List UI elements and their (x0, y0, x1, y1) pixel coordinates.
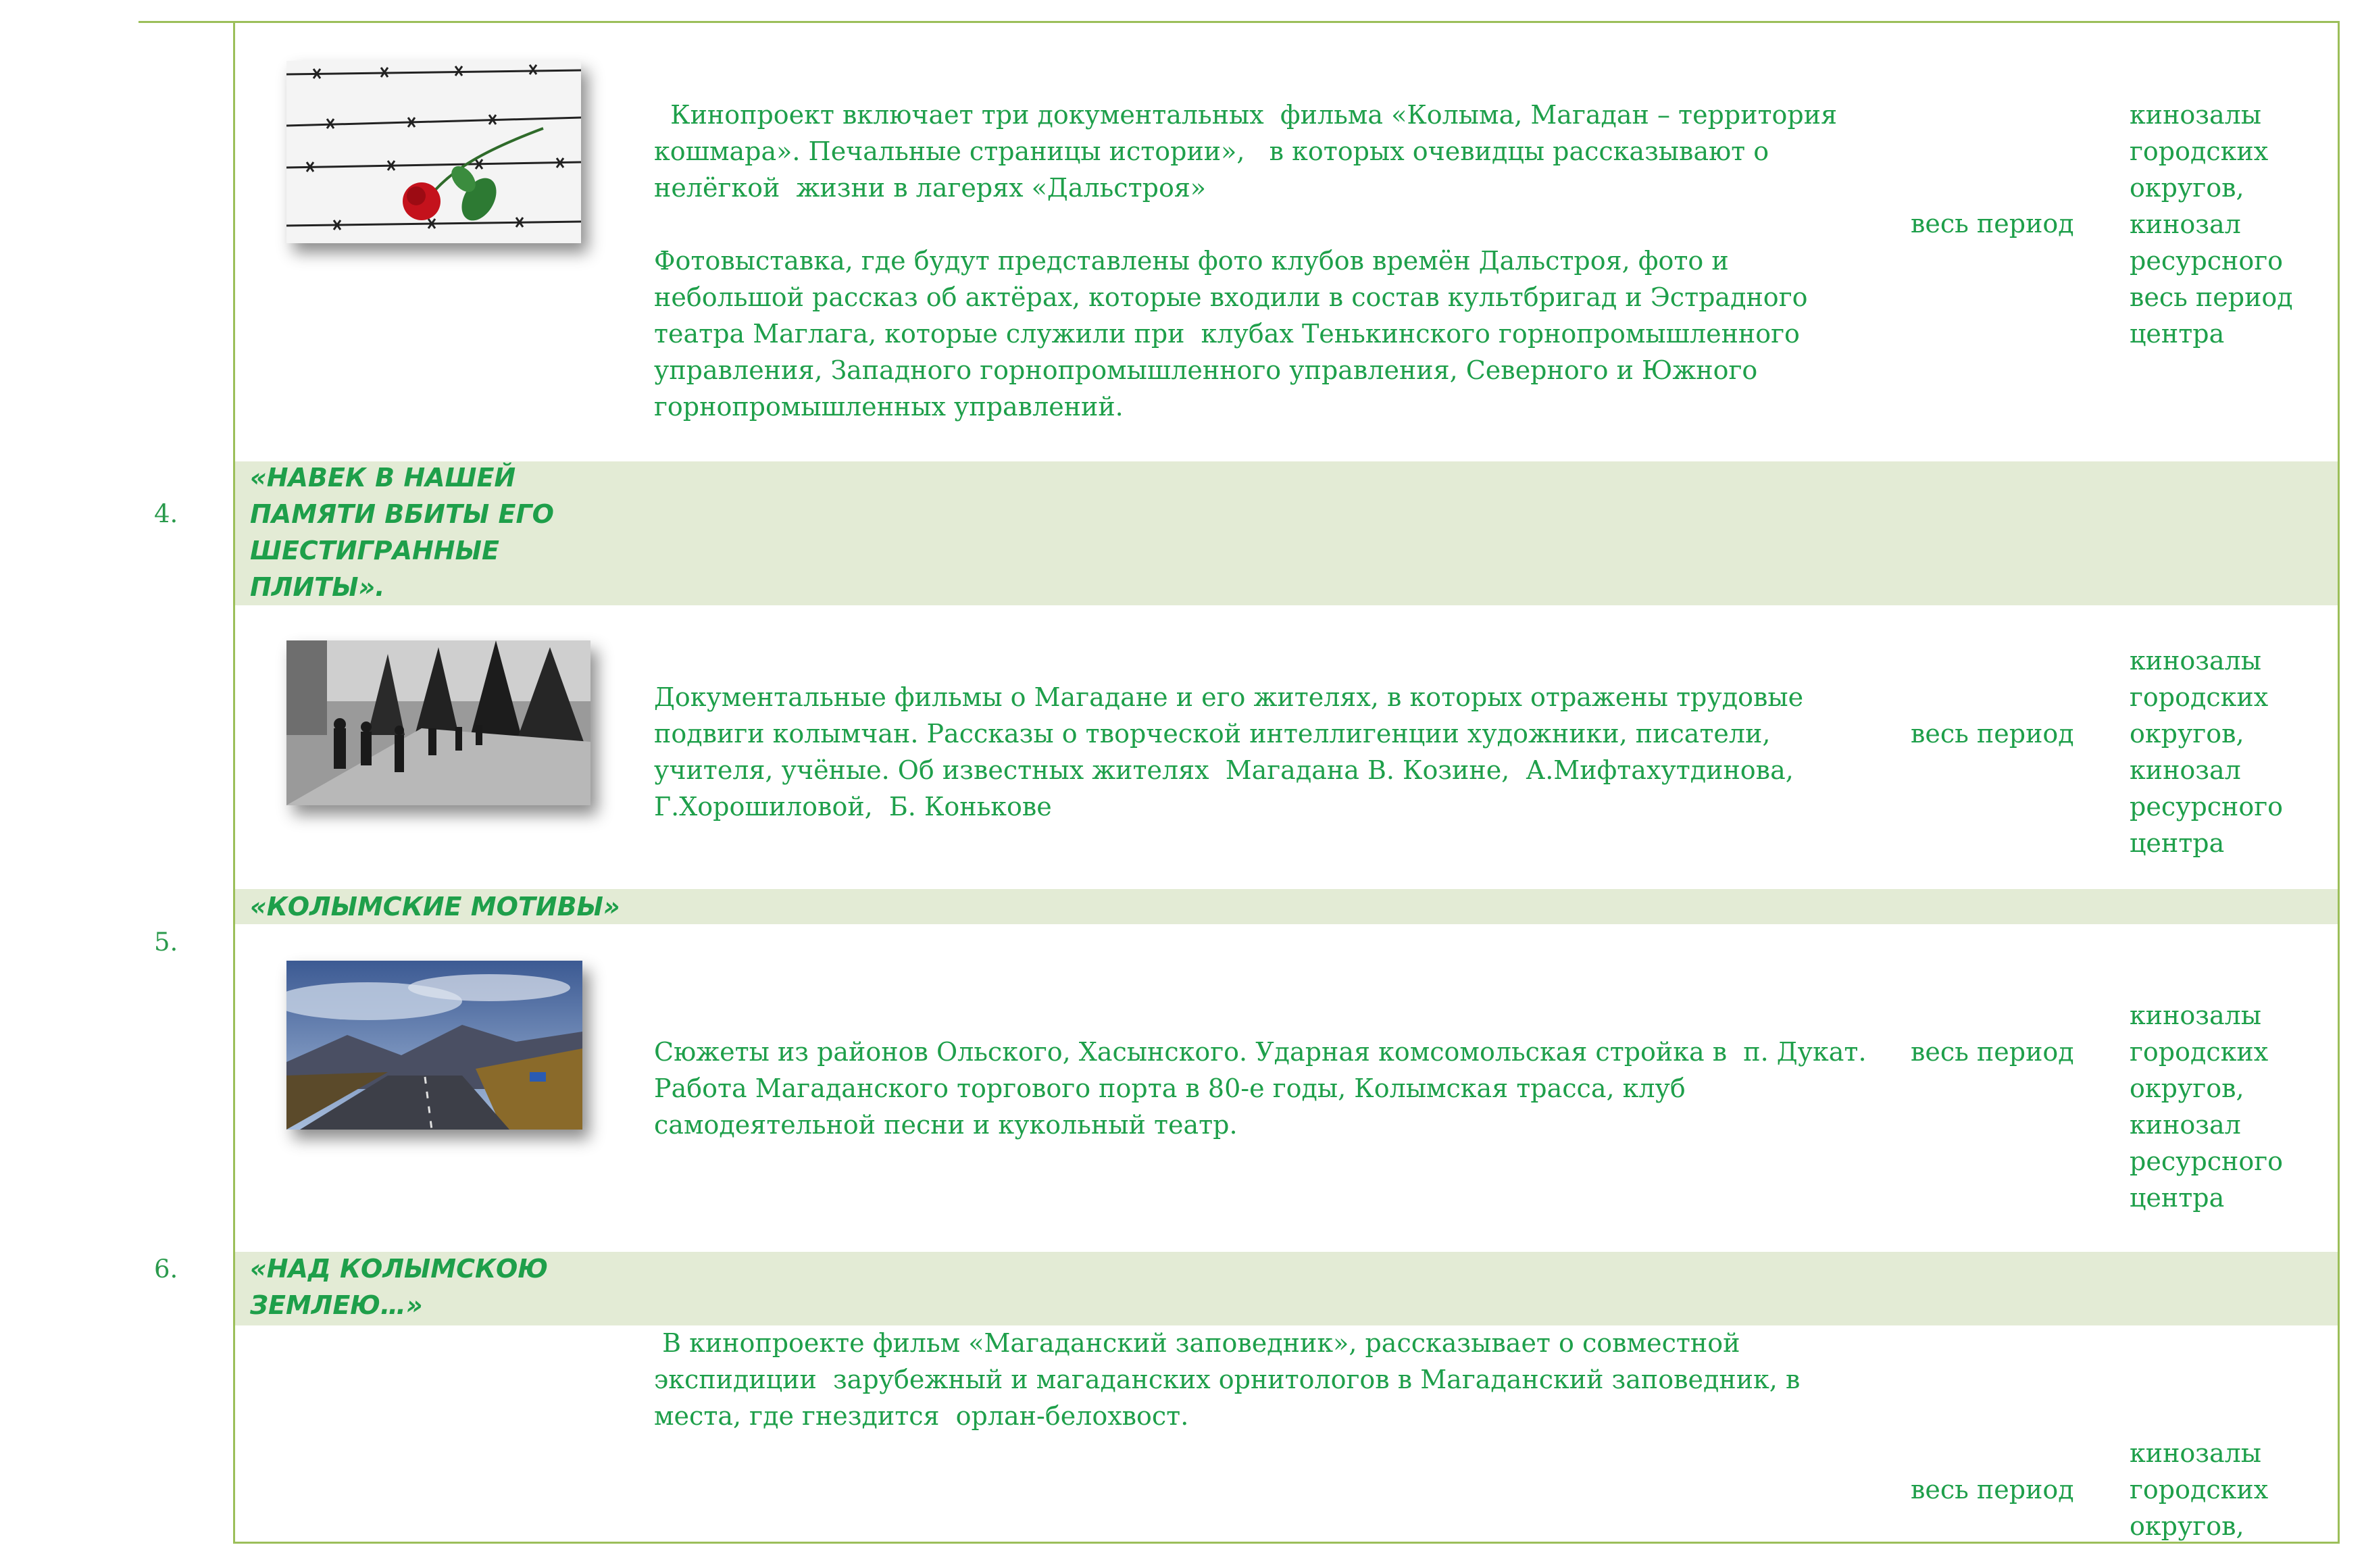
venue-line: кинозал (2130, 209, 2241, 239)
venue-line: городских (2130, 1037, 2269, 1067)
row-number: 5. (154, 928, 178, 957)
venue-line: кинозалы (2130, 646, 2262, 676)
venue-line: городских (2130, 682, 2269, 712)
venue-line: ресурсного (2130, 1146, 2284, 1176)
row-venue (2130, 97, 2332, 352)
venue-line: кинозалы (2130, 100, 2262, 130)
barbed-wire-rose-icon (286, 61, 581, 243)
venue-line: округов, (2130, 1511, 2244, 1541)
venue-line: центра (2130, 1183, 2225, 1213)
old-street-photo-image (286, 640, 590, 805)
venue-line: округов, (2130, 719, 2244, 749)
row-venue (2130, 997, 2332, 1216)
venue-line: весь период (2130, 282, 2293, 312)
venue-line: кинозалы (2130, 1001, 2262, 1030)
row-venue (2130, 642, 2332, 861)
table-top-border (139, 21, 2340, 23)
venue-line: центра (2130, 828, 2225, 858)
row-number: 4. (154, 499, 178, 528)
venue-line: ресурсного (2130, 246, 2284, 276)
old-street-photo-icon (286, 640, 590, 805)
venue-line: округов, (2130, 173, 2244, 203)
kolyma-road-landscape-icon (286, 961, 582, 1130)
row-description: В кинопроекте фильм «Магаданский заповедник», рассказывает о совместной экспидиции зарубежный и магаданских орнитологов в Магаданский заповедник, в места, где гнездится орлан-белохвост. (654, 1328, 1809, 1431)
venue-line: городских (2130, 136, 2269, 166)
row-description-secondary: Фотовыставка, где будут представлены фото клубов времён Дальстроя, фото и небольшой рассказ об актёрах, которые входили в состав культбригад и Эстрадного театра Маглага, которые служили при клубах Тенькинского горнопромышленного управления, Западного горнопромышленного управления, Северного и Южного горнопромышленных управлений. (654, 246, 1816, 422)
venue-line: кинозал (2130, 755, 2241, 785)
row-description: Документальные фильмы о Магадане и его жителях, в которых отражены трудовые подвиги колымчан. Рассказы о творческой интеллигенции художники, писатели, учителя, учёные. Об известных жителях Магадана В. Козине, А.Мифтахутдинова, Г.Хорошиловой, Б. Конькове (654, 682, 1812, 821)
venue-line: центра (2130, 319, 2225, 349)
section-title: «НАВЕК В НАШЕЙ ПАМЯТИ ВБИТЫ ЕГО ШЕСТИГРАННЫЕ ПЛИТЫ». (250, 463, 554, 602)
row-period: весь период (1911, 1475, 2074, 1504)
row-period: весь период (1911, 209, 2074, 238)
row-period: весь период (1911, 719, 2074, 749)
venue-line: округов, (2130, 1073, 2244, 1103)
row-description: Сюжеты из районов Ольского, Хасынского. Ударная комсомольская стройка в п. Дукат. Работа Магаданского торгового порта в 80-е годы, Колымская трасса, клуб самодеятельной песни и кукольный театр. (654, 1037, 1875, 1140)
row-venue (2130, 1435, 2332, 1544)
venue-line: кинозал (2130, 1110, 2241, 1140)
row-number: 6. (154, 1255, 178, 1284)
barbed-wire-rose-image (286, 61, 581, 243)
table-right-border (2338, 21, 2340, 1544)
venue-line: кинозалы (2130, 1438, 2262, 1468)
table-bottom-border (233, 1542, 2340, 1544)
venue-line: городских (2130, 1475, 2269, 1504)
section-title: «КОЛЫМСКИЕ МОТИВЫ» (250, 892, 620, 921)
venue-line: ресурсного (2130, 792, 2284, 821)
kolyma-road-landscape-image (286, 961, 582, 1130)
row-period: весь период (1911, 1037, 2074, 1067)
section-title: «НАД КОЛЫМСКОЮ ЗЕМЛЕЮ…» (250, 1254, 548, 1320)
row-description: Кинопроект включает три документальных фильма «Колыма, Магадан – территория кошмара». Печальные страницы истории», в которых очевидцы рассказывают о нелёгкой жизни в лагерях «Дальстроя» (654, 100, 1846, 203)
